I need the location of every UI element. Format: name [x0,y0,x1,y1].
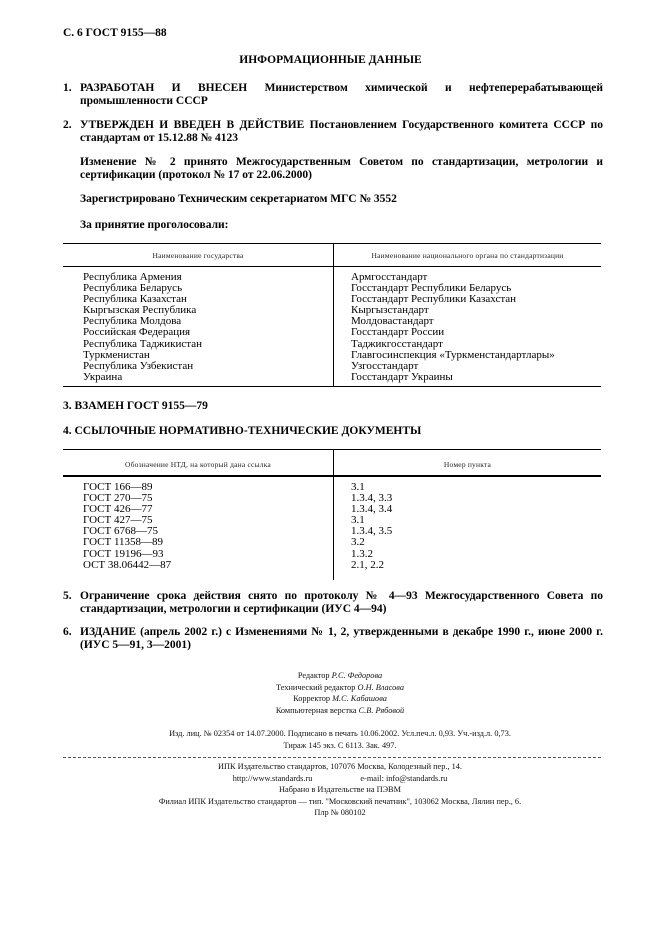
standards-body-name: Госстандарт Республики Казахстан [351,293,517,306]
clause-number: 2.1, 2.2 [351,558,384,571]
item-3: 3. ВЗАМЕН ГОСТ 9155—79 [63,400,208,412]
divider [333,450,334,580]
item-text: Ограничение срока действия снято по протоколу № 4—93 Межгосударственного Совета по стандартизации, метрологии и сертификации (ИУС 4—94) [80,590,603,615]
standards-body-name: Молдовастандарт [351,315,434,328]
clause-number: 3.1 [351,481,365,493]
publisher-email: e-mail: info@standards.ru [360,773,448,783]
state-name: Республика Таджикистан [83,337,202,350]
license-number: Плр № 080102 [314,808,366,817]
credit-name: С.В. Рябовой [358,705,405,715]
item-5 [63,590,603,616]
state-name: Украина [83,370,123,383]
document-designation: ГОСТ 19196—93 [83,547,164,560]
column-header-state: Наименование государства [152,251,244,260]
standards-body-name: Госстандарт России [351,326,445,339]
state-name: Кыргызская Республика [83,304,197,317]
document-designation: ГОСТ 270—75 [83,492,153,505]
clause-number: 3.2 [351,536,365,549]
clause-number: 1.3.2 [351,547,373,560]
item-number: 6. [63,626,72,638]
publisher-info [40,761,640,819]
state-name: Республика Казахстан [83,293,187,306]
document-designation: ГОСТ 11358—89 [83,536,164,549]
standards-body-name: Узгосстандарт [351,359,419,372]
references-table [63,449,601,580]
state-name: Туркменистан [83,348,150,361]
divider [63,475,601,477]
credit-name: О.Н. Власова [357,682,404,692]
item-text: Министерством химической и нефтеперерабатывающей промышленности СССР [80,82,603,107]
page-title: ИНФОРМАЦИОННЫЕ ДАННЫЕ [239,54,422,66]
credit-role: Технический редактор [276,682,358,692]
column-header-body: Наименование национального органа по стандартизации [371,251,564,260]
voted-label: За принятие проголосовали: [80,219,229,231]
credit-role: Корректор [293,694,333,703]
page-header: С. 6 ГОСТ 9155—88 [63,27,167,39]
item-number: 2. [63,119,72,131]
item-lead: УТВЕРЖДЕН И ВВЕДЕН В ДЕЙСТВИЕ [80,119,305,131]
document-designation: ГОСТ 166—89 [83,481,153,493]
clause-number: 1.3.4, 3.5 [351,525,393,538]
standards-body-name: Госстандарт Украины [351,370,453,383]
document-designation: ОСТ 38.06442—87 [83,558,172,571]
credit-role: Редактор [297,671,332,680]
document-designation: ГОСТ 426—77 [83,503,153,516]
credits [40,670,640,716]
registration-note: Зарегистрировано Техническим секретариатом МГС № 3552 [80,193,397,205]
body-list [351,272,555,383]
credit-role: Компьютерная верстка [275,705,359,715]
standards-body-name: Кыргызстандарт [351,304,429,317]
column-header-document: Обозначение НТД, на который дана ссылка [125,460,271,469]
divider [333,244,334,386]
credit-editor [40,670,640,682]
divider [63,266,601,267]
clause-number: 3.1 [351,514,365,527]
separator-line [63,757,601,758]
item-4: 4. ССЫЛОЧНЫЕ НОРМАТИВНО-ТЕХНИЧЕСКИЕ ДОКУМЕНТЫ [63,425,422,437]
typeset-note: Набрано в Издательстве на ПЭВМ [279,785,401,794]
item-number: 5. [63,590,72,602]
state-name: Российская Федерация [83,326,191,339]
print-info [40,728,640,751]
column-header-clause: Номер пункта [443,460,492,469]
credit-tech-editor [40,682,640,694]
publisher-contacts [40,773,640,785]
document-designation: ГОСТ 427—75 [83,514,153,527]
item-lead: РАЗРАБОТАН И ВНЕСЕН [80,82,248,94]
item-number: 1. [63,82,72,94]
standards-body-name: Армгосстандарт [351,271,428,283]
document-list [83,482,171,571]
credit-name: Р.С. Федорова [331,671,383,680]
document-designation: ГОСТ 6768—75 [83,525,158,538]
state-name: Республика Беларусь [83,282,183,295]
publisher-address: ИПК Издательство стандартов, 107076 Москва, Колодезный пер., 14. [218,762,462,771]
voting-table [63,243,601,387]
clause-number: 1.3.4, 3.4 [351,503,393,516]
item-text: ИЗДАНИЕ (апрель 2002 г.) с Изменениями № 1, 2, утвержденными в декабре 1990 г., июне 2000 г. (ИУС 5—91, 3—2001) [80,626,603,651]
standards-body-name: Главгосинспекция «Туркменстандартлары» [351,348,555,361]
credit-layout [40,705,640,717]
clause-number: 1.3.4, 3.3 [351,492,393,505]
publisher-url: http://www.standards.ru [232,773,313,783]
item-1 [63,82,603,108]
branch-address: Филиал ИПК Издательство стандартов — тип. "Московский печатник", 103062 Москва, Лялин пер., 6. [158,796,522,806]
print-info-line: Изд. лиц. № 02354 от 14.07.2000. Подписано в печать 10.06.2002. Усл.печ.л. 0,93. Уч.-изд.л. 0,73. [169,729,511,738]
state-name: Республика Армения [83,271,182,283]
credit-proofreader [40,693,640,705]
state-name: Республика Узбекистан [83,359,194,372]
state-name: Республика Молдова [83,315,182,328]
item-2 [63,119,603,145]
standards-body-name: Госстандарт Республики Беларусь [351,282,512,295]
credit-name: М.С. Кабашова [332,694,387,703]
clause-list [351,482,392,571]
item-6 [63,626,603,652]
print-info-line: Тираж 145 экз. С 6113. Зак. 497. [283,740,397,750]
change-note: Изменение № 2 принято Межгосударственным Советом по стандартизации, метрологии и сертификации (протокол № 17 от 22.06.2000) [80,156,603,181]
state-list [83,272,202,383]
standards-body-name: Таджикгосстандарт [351,337,443,350]
item-text: Постановлением Государственного комитета СССР по стандартам от 15.12.88 № 4123 [80,119,603,144]
